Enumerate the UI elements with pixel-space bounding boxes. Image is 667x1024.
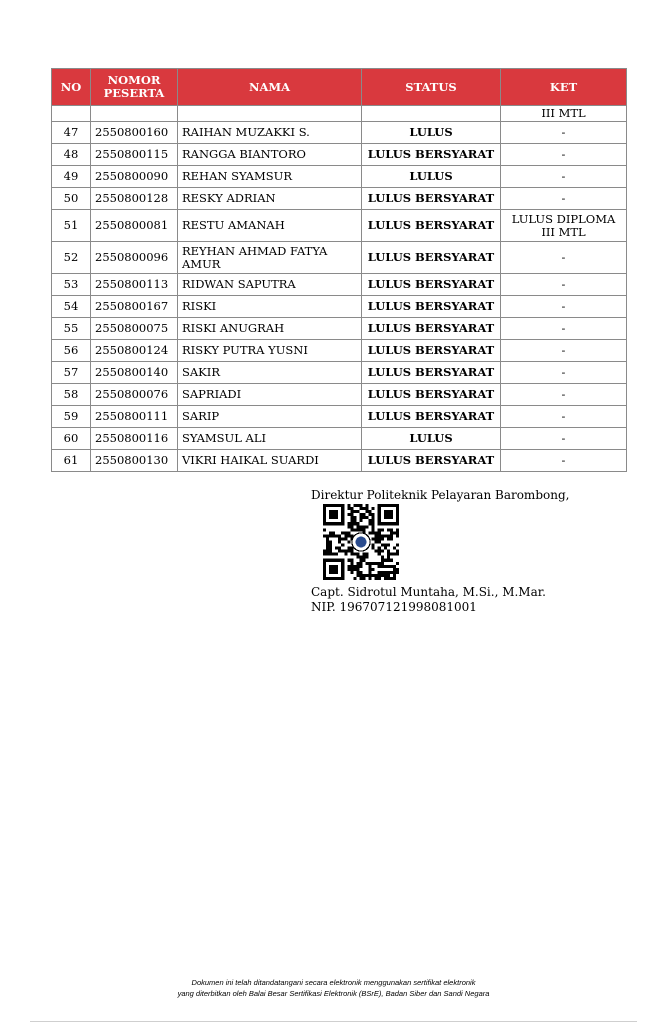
cell-status: LULUS BERSYARAT [362,242,501,274]
cell-nama: SAPRIADI [178,384,362,406]
cell-no: 60 [52,428,91,450]
cell-nama: SYAMSUL ALI [178,428,362,450]
qr-code-icon [323,504,399,580]
cell-status: LULUS [362,428,501,450]
cell-nama: RAIHAN MUZAKKI S. [178,122,362,144]
cell-status [362,106,501,122]
cell-no: 56 [52,340,91,362]
cell-nomor: 2550800081 [91,210,178,242]
cell-nama: REHAN SYAMSUR [178,166,362,188]
cell-ket: LULUS DIPLOMA III MTL [501,210,627,242]
cell-ket: - [501,362,627,384]
cell-no: 49 [52,166,91,188]
table-row [52,188,627,210]
cell-ket: - [501,144,627,166]
header-status: STATUS [362,69,501,106]
signer-nip: NIP. 196707121998081001 [311,600,477,614]
table-row [52,362,627,384]
cell-status: LULUS BERSYARAT [362,210,501,242]
cell-nama [178,106,362,122]
cell-status: LULUS BERSYARAT [362,296,501,318]
cell-ket: - [501,242,627,274]
cell-no: 53 [52,274,91,296]
header-nomor-peserta: NOMOR PESERTA [91,69,178,106]
cell-status: LULUS BERSYARAT [362,362,501,384]
cell-status: LULUS BERSYARAT [362,188,501,210]
cell-nomor: 2550800124 [91,340,178,362]
cell-nomor: 2550800111 [91,406,178,428]
table-row-continuation [52,106,627,122]
header-ket: KET [501,69,627,106]
cell-nomor: 2550800140 [91,362,178,384]
footer-note [0,977,667,999]
header-nama: NAMA [178,69,362,106]
cell-no: 50 [52,188,91,210]
cell-status: LULUS BERSYARAT [362,450,501,472]
table-row [52,274,627,296]
cell-status: LULUS [362,122,501,144]
cell-status: LULUS BERSYARAT [362,274,501,296]
cell-no: 57 [52,362,91,384]
table-row [52,144,627,166]
cell-no: 54 [52,296,91,318]
cell-nomor: 2550800113 [91,274,178,296]
table-row [52,406,627,428]
cell-no: 52 [52,242,91,274]
table-header-row [52,69,627,106]
cell-nomor: 2550800130 [91,450,178,472]
table-row [52,210,627,242]
cell-nomor: 2550800115 [91,144,178,166]
table-row [52,122,627,144]
cell-ket: - [501,406,627,428]
table-row [52,340,627,362]
cell-no: 47 [52,122,91,144]
table-row [52,450,627,472]
cell-ket: - [501,340,627,362]
cell-no: 48 [52,144,91,166]
cell-ket: - [501,296,627,318]
cell-no: 59 [52,406,91,428]
cell-ket: - [501,274,627,296]
cell-no: 55 [52,318,91,340]
cell-nama: SARIP [178,406,362,428]
cell-nomor: 2550800128 [91,188,178,210]
cell-nama: RESKY ADRIAN [178,188,362,210]
cell-no: 51 [52,210,91,242]
cell-nama: VIKRI HAIKAL SUARDI [178,450,362,472]
cell-nomor: 2550800167 [91,296,178,318]
cell-nomor: 2550800076 [91,384,178,406]
table-row [52,428,627,450]
results-table [51,68,627,472]
cell-nama: SAKIR [178,362,362,384]
table-row [52,242,627,274]
cell-status: LULUS BERSYARAT [362,406,501,428]
cell-status: LULUS BERSYARAT [362,384,501,406]
signer-name: Capt. Sidrotul Muntaha, M.Si., M.Mar. [311,585,546,599]
cell-ket: - [501,428,627,450]
table-row [52,384,627,406]
cell-nama: RISKI [178,296,362,318]
table-row [52,318,627,340]
cell-nama: RESTU AMANAH [178,210,362,242]
cell-nama: REYHAN AHMAD FATYA AMUR [178,242,362,274]
table-body [52,106,627,472]
cell-ket: - [501,318,627,340]
table-row [52,166,627,188]
signature-title: Direktur Politeknik Pelayaran Barombong, [311,488,570,502]
cell-ket: - [501,450,627,472]
table-row [52,296,627,318]
signer-block [311,585,546,615]
cell-ket: III MTL [501,106,627,122]
cell-nomor: 2550800160 [91,122,178,144]
footer-divider [30,1021,637,1022]
cell-ket: - [501,166,627,188]
cell-nomor: 2550800116 [91,428,178,450]
cell-nomor: 2550800090 [91,166,178,188]
cell-ket: - [501,188,627,210]
cell-status: LULUS BERSYARAT [362,318,501,340]
footer-line-2: yang diterbitkan oleh Balai Besar Sertifikasi Elektronik (BSrE), Badan Siber dan Sandi Negara [177,989,490,998]
cell-status: LULUS [362,166,501,188]
cell-nama: RISKY PUTRA YUSNI [178,340,362,362]
header-no: NO [52,69,91,106]
cell-no: 58 [52,384,91,406]
cell-no: 61 [52,450,91,472]
cell-nama: RIDWAN SAPUTRA [178,274,362,296]
cell-nama: RANGGA BIANTORO [178,144,362,166]
cell-nama: RISKI ANUGRAH [178,318,362,340]
cell-nomor [91,106,178,122]
footer-line-1: Dokumen ini telah ditandatangani secara elektronik menggunakan sertifikat elektronik [191,978,476,987]
cell-status: LULUS BERSYARAT [362,340,501,362]
cell-ket: - [501,122,627,144]
cell-nomor: 2550800075 [91,318,178,340]
cell-status: LULUS BERSYARAT [362,144,501,166]
cell-ket: - [501,384,627,406]
cell-no [52,106,91,122]
cell-nomor: 2550800096 [91,242,178,274]
